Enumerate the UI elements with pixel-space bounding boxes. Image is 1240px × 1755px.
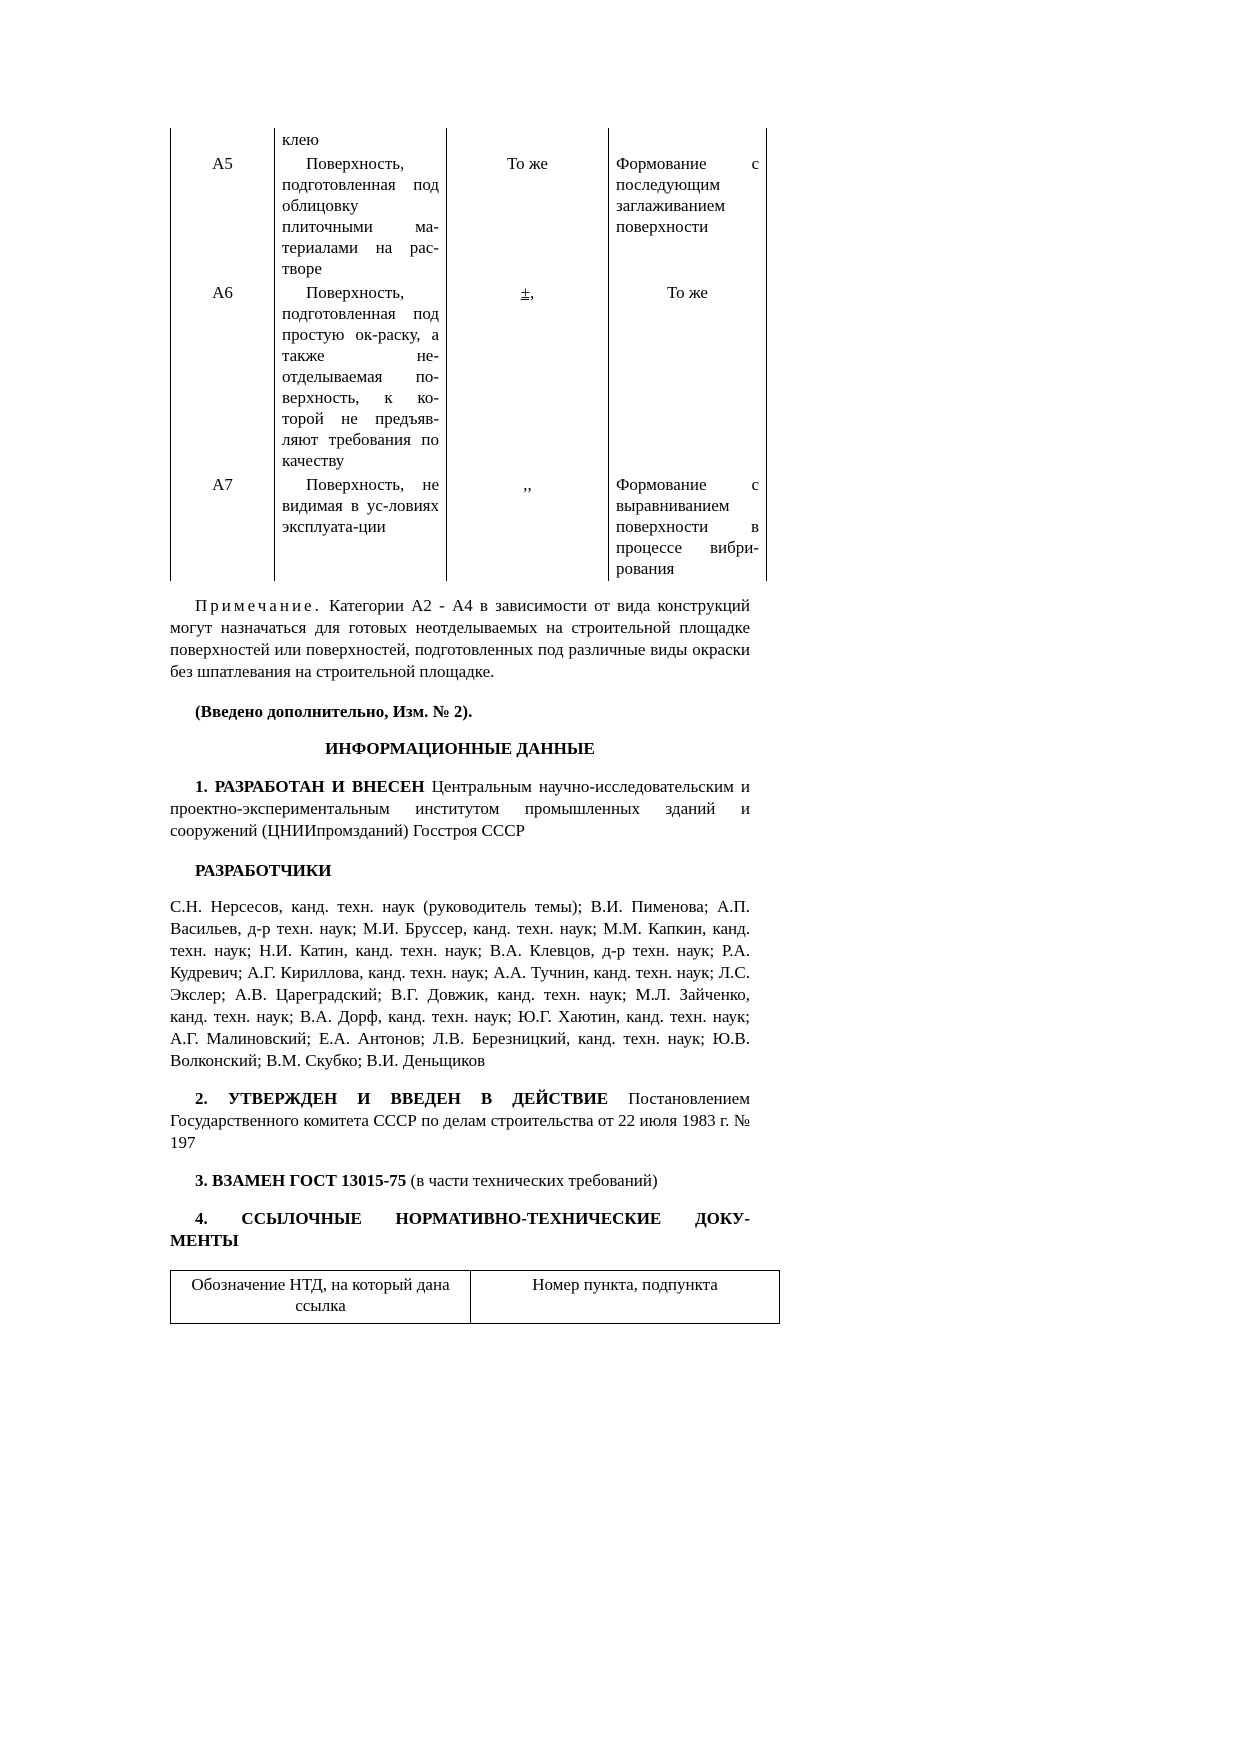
section-1-developed [170,776,750,842]
category-description-cell: Поверхность, подготовленная под облицовку плиточными ма-териалами на рас-творе [275,152,447,281]
section-4-line2: МЕНТЫ [170,1231,239,1250]
developers-heading: РАЗРАБОТЧИКИ [195,861,332,880]
section-2-body: Постановлением Государственного комитета СССР по делам строительства от 22 июля 1983 г. № 197 [170,1089,750,1152]
category-code-cell: А6 [171,281,275,473]
section-1-body: Центральным научно-исследовательским и проектно-экспериментальным институтом промышленных зданий и сооружений (ЦНИИпромзданий) Госстроя СССР [170,777,751,840]
tolerance-cell [447,128,609,152]
table-row-a6 [171,281,767,473]
developers-list: С.Н. Нерсесов, канд. техн. наук (руководитель темы); В.И. Пименова; А.П. Васильев, д-р техн. наук; М.И. Бруссер, канд. техн. наук; М.М. Капкин, канд. техн. наук; Н.И. Катин, канд. техн. наук; В.А. Клевцов, д-р техн. наук; Р.А. Кудревич; А.Г. Кириллова, канд. техн. наук; А.А. Тучнин, канд. техн. наук; Л.С. Экслер; А.В. Цареградский; В.Г. Довжик, канд. техн. наук; М.Л. Зайченко, канд. техн. наук; В.А. Дорф, канд. техн. наук; Ю.Г. Хаютин, канд. техн. наук; А.Г. Малиновский; Е.А. Антонов; Л.В. Березницкий, канд. техн. наук; Ю.В. Волконский; В.М. Скубко; В.И. Деньщиков [170,897,750,1070]
forming-method-cell: То же [609,281,767,473]
section-3-title: 3. ВЗАМЕН ГОСТ 13015-75 [195,1171,407,1190]
amendment-note: (Введено дополнительно, Изм. № 2). [195,702,473,721]
category-description-cell: Поверхность, не видимая в ус-ловиях эксплуата-ции [275,473,447,581]
note-text: Категории А2 - А4 в зависимости от вида конструкций могут назначаться для готовых неотделываемых на строительной площадке поверхностей или поверхностей, подготовленных под различные виды окраски без шпатлевания на строительной площадке. [170,596,750,681]
section-4-line1: 4. ССЫЛОЧНЫЕ НОРМАТИВНО-ТЕХНИЧЕСКИЕ ДОКУ- [195,1209,750,1228]
category-code-cell: А5 [171,152,275,281]
table-row-continuation [171,128,767,152]
section-1-title: 1. РАЗРАБОТАН И ВНЕСЕН [195,777,425,796]
section-3-replaces [170,1170,750,1192]
category-code-cell: А7 [171,473,275,581]
table-row-a7 [171,473,767,581]
ntd-designation-header: Обозначение НТД, на который дана ссылка [171,1271,471,1324]
ditto-mark-cell: ,, [447,473,609,581]
note-paragraph [170,595,750,683]
surface-category-table [170,128,767,581]
note-label: Примечание. [195,596,322,615]
forming-method-cell: Формование с последующим заглаживанием поверхности [609,152,767,281]
clause-number-header: Номер пункта, подпункта [471,1271,780,1324]
tolerance-cell: То же [447,152,609,281]
section-3-body: (в части технических требований) [406,1171,658,1190]
section-4-references [170,1208,750,1252]
ntd-reference-table [170,1270,780,1324]
category-code-cell [171,128,275,152]
forming-method-cell: Формование с выравниванием поверхности в процессе вибри-рования [609,473,767,581]
table-row-a5 [171,152,767,281]
plus-minus-mark: ±, [520,283,535,302]
category-description-cell: клею [275,128,447,152]
info-data-heading: ИНФОРМАЦИОННЫЕ ДАННЫЕ [325,739,595,758]
section-2-approved [170,1088,750,1154]
category-description-cell: Поверхность, подготовленная под простую ок-раску, а также не-отделываемая по-верхность, к ко-торой не предъяв-ляют требования по качеству [275,281,447,473]
tolerance-cell [447,281,609,473]
section-2-title: 2. УТВЕРЖДЕН И ВВЕДЕН В ДЕЙСТВИЕ [195,1089,609,1108]
table-header-row [171,1271,780,1324]
forming-method-cell [609,128,767,152]
